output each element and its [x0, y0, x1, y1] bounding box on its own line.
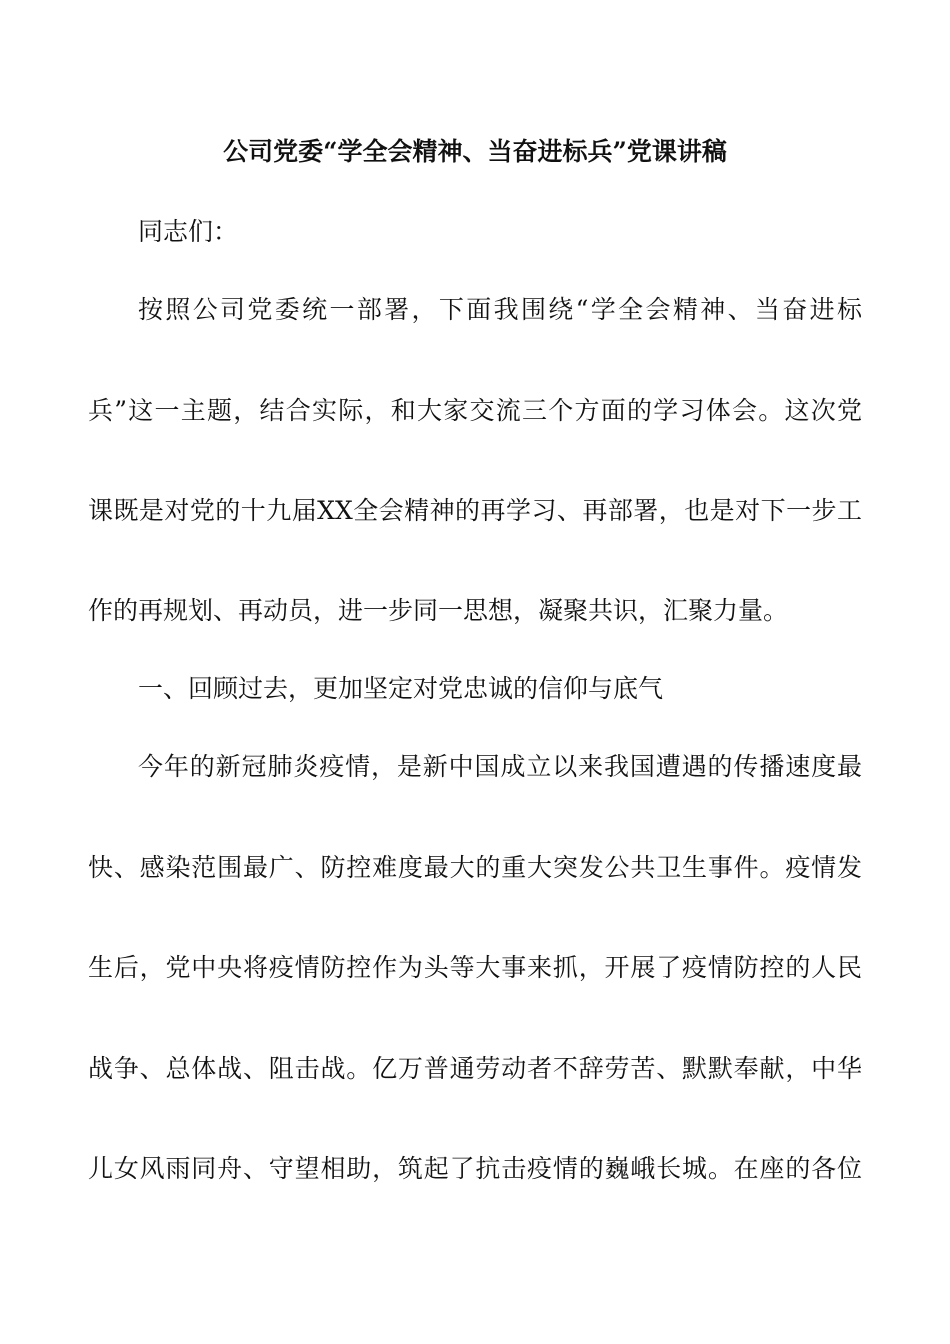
paragraph-line: 课既是对党的十九届XX全会精神的再学习、再部署，也是对下一步工: [88, 496, 862, 525]
paragraph-line: 快、感染范围最广、防控难度最大的重大突发公共卫生事件。疫情发: [88, 853, 862, 882]
paragraph-line: 今年的新冠肺炎疫情，是新中国成立以来我国遭遇的传播速度最: [138, 752, 862, 781]
document-title: 公司党委“学全会精神、当奋进标兵”党课讲稿: [223, 137, 727, 166]
paragraph-line: 作的再规划、再动员，进一步同一思想，凝聚共识，汇聚力量。: [88, 596, 789, 625]
paragraph-line: 生后，党中央将疫情防控作为头等大事来抓，开展了疫情防控的人民: [88, 953, 862, 982]
section-heading: 一、回顾过去，更加坚定对党忠诚的信仰与底气: [138, 674, 664, 703]
paragraph-line: 按照公司党委统一部署，下面我围绕“学全会精神、当奋进标: [138, 295, 862, 324]
paragraph-line: 兵”这一主题，结合实际，和大家交流三个方面的学习体会。这次党: [88, 396, 862, 425]
paragraph-line: 儿女风雨同舟、守望相助，筑起了抗击疫情的巍峨长城。在座的各位: [88, 1154, 862, 1183]
paragraph-line: 战争、总体战、阻击战。亿万普通劳动者不辞劳苦、默默奉献，中华: [88, 1054, 862, 1083]
salutation: 同志们：: [138, 217, 239, 246]
